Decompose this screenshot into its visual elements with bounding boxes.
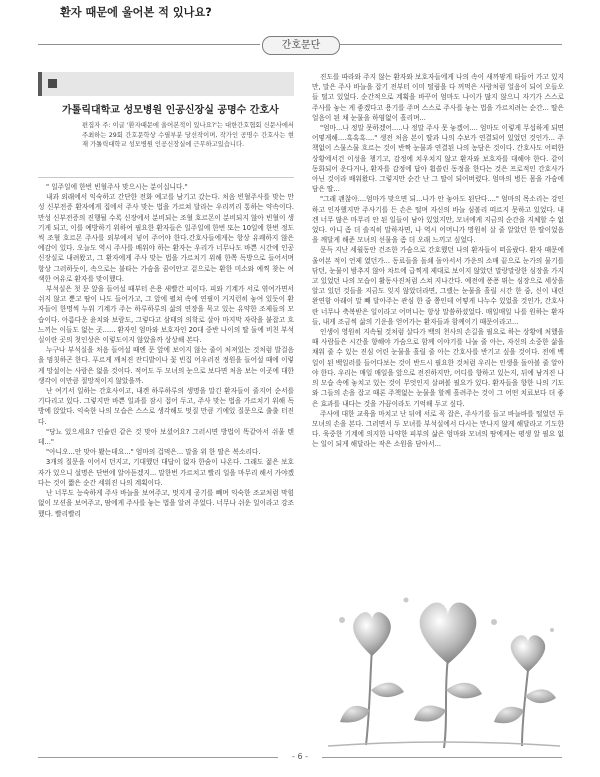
paragraph: 주사에 대한 교육을 마치고 난 뒤에 서로 꼭 잡은, 주사기를 들고 바늘바를 떨었던 두 모녀의 손을 본다. 그러면서 두 모녀를 부석실에서 다시는 만나지 않게 해달라고 기도한다. 육중한 기계에 의지한 나약한 피부의 삶은 엄마와 모녀의 땀에게는 평생 알 필요 없는 일이 되게 해달라는 작은 소원을 담아서... xyxy=(312,409,564,449)
body-column-left xyxy=(38,182,294,740)
paragraph: 부석실은 첫 문 앞을 들어설 때부터 은용 새빨간 피이다. 피와 기계가 서로 엮여가면서 쉬지 않고 뿐고 땀이 나도 들어가고, 그 앞에 펼쳐 속에 연필이 거지런히 놓여 있듯이 환자들이 한명씩 누워 기계가 주는 하루하루의 삶의 연장을 묵고 있는 유약한 조제들의 모습이다. 아름다운 윤치와 보람도, 그렇다고 삼태의 의학로 살아 마지막 자락을 붙잡고 흐느끼는 이들도 없는 곳...... 환자인 엄마와 보호자인 20대 중반 나이의 딸 둘에 비친 부석실이란 곳의 첫인상은 이렇도이지 않았을까 상상해 본다. xyxy=(38,285,294,345)
article-title: 환자 때문에 울어본 적 있나요? xyxy=(60,6,212,19)
footer-rule-right xyxy=(322,757,562,758)
heart-icon xyxy=(420,603,477,664)
leaf xyxy=(494,707,524,723)
paragraph: "아니오...안 맞아 봤는데요..." 엄마의 겁먹은... 말을 위 한 딸은 복소리다. xyxy=(46,448,261,457)
paragraph: 내과 외래에서 익숙하고 간단한 전화 예고를 남기고 갔는다. 처음 빈혈주사를 맞는 만성 신부전증 환자에게 집에서 주사 맞는 법을 가르쳐 달라는 우리끼리 통하는 약속이다. 만성 신부전증의 진행될 수록 신장에서 분비되는 조혈 호르몬이 분비되지 않아 빈혈이 생기게 되고, 이를 예방하기 위하여 필요한 환자들은 일주일에 한번 또는 10일에 한번 정도 씩 조혈 호르몬 주사를 외부에서 넣어 주어야 한다.간호사들에게는 항상 유쾌하지 않은 예감이 있다. 오늘도 역시 주사를 배워야 하는 환자는 우리가 너무나도 바쁜 시간에 인공신장실로 내려왔고, 그 환자에게 주사 맞는 법을 가르치기 위해 한쪽 독방으로 들어서며 항상 그러하듯이, 속으로는 불타는 가슴을 꿈어안고 겉으로는 환한 미소와 예찍 찾는 여색한 여유로 환자를 맞이했다. xyxy=(38,193,294,283)
body-column-right xyxy=(312,72,564,558)
leaf xyxy=(340,706,370,723)
column-divider xyxy=(38,177,294,178)
title-box xyxy=(38,72,294,96)
leaf xyxy=(414,705,446,721)
leaf xyxy=(371,683,404,697)
decor-dot xyxy=(491,619,497,625)
paragraph: 문득 지난 세월동안 건조한 가슴으로 간호했던 나의 환자들이 떠올랐다. 환자 때문에 울어본 적이 언제 였던가... 동료들을 돌쇄 돌아서서 가운의 소매 끝으로 눈가의 물기를 닦던, 눈물이 밤추지 않아 차트에 급찍게 제대로 보이지 않았던 말랑말랑한 심장을 가지고 있었던 나의 모습이 활동사진처럼 스쳐 지나간다. 예전에 퐁퐁 뛰는 심장으로 세상을 알고 있던 것들을 지금도 잊지 않았더라면, 그랬는 눈물을 흘릴 시간 한 줌, 신이 내린 완연함 아래이 말 빼 달아주는 관심 한 줌 쯤인데 어떻게 나누수 있었을 것인가, 간호사란 너무나 축복받은 일이라고 어머니는 항상 말씀하셨었다. 매일매일 나를 원하는 환자들, 내게 조금씩 삶의 기운을 얻어가는 환자들과 함께이기 때문이라고... xyxy=(312,246,564,326)
decor-dot xyxy=(404,598,409,603)
heart-flower-illustration xyxy=(326,560,562,750)
decor-dot xyxy=(550,628,554,632)
decor-dot xyxy=(339,617,345,623)
leaf xyxy=(446,683,482,699)
paragraph: 진도를 따라와 주지 않는 환자와 보호자들에게 나의 속이 새까맣게 타들어 가고 있지만, 말은 주사 바늘을 잡기 전부터 이미 떨림을 다 꺼먹은 사람처럼 얼음이 되어 오들오들 떨고 있었다. 순간적으로 계획을 바꾸어 엄마도 나이가 많지 않으니 자기가 스스로 주사를 놓는 게 좋겠다고 용기를 주며 스스로 주사를 놓는 법을 가르치려는 순간... 딸은 얼음이 된 채 눈물을 하염없이 흘리며... xyxy=(312,73,564,122)
section-tag: 간호문단 xyxy=(262,36,340,55)
paragraph: "엄마...나 정말 못하겠어.....나 정말 주사 못 놓겠어.... 엄마도 이렇게 무섭하게 되면 어떻게해....흑흑흑...." 생전 처음 본이 딸과 나의 수보가 연결되어 있었던 것인가... 주책없이 스물스물 흐르는 것이 반짝 눈물과 연결된 나의 농담은 것이다. 간호사도 어떠한 상황에서건 이성을 챙기고, 감정에 치우치지 않고 환자와 보호자를 대해야 한다. 같이 동화되어 운다거나, 환자를 감정에 답아 휩쓸린 동정을 한다는 것은 프로적인 간호사가 아닌 것이라 배워왔다. 그렇지만 순간 난 그 딸이 되어버렸다. 엄마의 병든 몸을 가슴에 담은 딸... xyxy=(312,124,564,194)
stem-right xyxy=(522,670,528,746)
leaf xyxy=(525,689,556,703)
article-byline: 가톨릭대학교 성모병원 인공신장실 공명수 간호사 xyxy=(62,105,279,116)
paragraph: 누구나 부석실을 처음 들어설 때엔 문 앞에 보이지 않는 줄이 처져있는 것처럼 발걸음을 멈칫하곤 한다. 푸르게 깨처진 잔디밭이나 꽃 빈집 어우러진 정원을 들어설 때에 이렇게 망설이는 사람은 없을 것이다. 적어도 두 모녀의 눈으로 보다면 처음 보는 이곳에 대한 생각이 이만큼 절망적이지 않았을까. xyxy=(38,346,294,385)
title-bullet-icon xyxy=(48,79,57,88)
paragraph: 인생이 영원히 지속될 것처럼 살다가 백의 천사의 손길을 필요로 하는 상황에 처했을 때 사람들은 시간을 향해야 가슴으로 함께 이야기를 나눌 줄 아는, 자신의 소중한 삶을 채워 줄 수 있는 진심 어린 눈물을 흘릴 줄 아는 간호사를 반기고 싶을 것이다. 전에 백일이 된 백일러를 들어다보는 것이 반드시 필요한 것처럼 우리는 인생을 돌아볼 줄 알아야 한다. 우리는 매일 매일을 앞으로 전진하지만, 어디를 향하고 있는지, 뒤에 남겨진 나의 모습 속에 놓치고 있는 것이 무엇인지 살펴볼 필요가 있다. 환자들을 향한 나의 기도와 그들의 손을 잡고 때론 주책없는 눈물을 할께 흘려주는 것이 그 어떤 치료보다 더 좋은 효과를 내다는 것을 가끔이라도 기억해 두고 싶다. xyxy=(312,328,564,408)
page-number: - 6 - xyxy=(292,752,308,761)
paragraph: "당뇨 있으세요? 인슐린 같은 것 맞아 보셨어요? 그러시면 방법이 똑같아서 쉬울 텐데..." xyxy=(38,427,294,447)
paragraph: " 일주일에 한번 빈혈주사 맞으시는 분이십니다." xyxy=(46,183,188,191)
editor-note: 편집자 주: 이글 '환자때문에 울어본적이 있나요?'는 대한간호협회 신문사에서 주최하는 29회 간호문학상 수필부분 당선작이며, 작가인 공명수 간호사는 현재 가톨릭대학교 성모병원 인공신장실에 근무하고있습니다. xyxy=(82,122,294,148)
stem-center xyxy=(444,658,448,748)
heart-icon xyxy=(353,612,391,656)
paragraph: 3개의 질문을 이어서 던지고, 기대했던 대답이 없자 한숨이 나온다. 그래도 젊은 보호자가 있으니 설명은 단번에 알아듣겠지... 말한번 가르치고 빨리 일을 마무리 해서 가야겠다는 것이 짧은 순간 세워진 나의 계획이다. xyxy=(38,458,294,487)
stem-left xyxy=(366,648,372,745)
paragraph: 난 여기서 일하는 간호사이고, 내겐 하루하루의 생명을 말긴 환자들이 줄지어 순서를 기다리고 있다. 그렇지만 바쁜 일과를 잠시 접어 두고, 주사 맞는 법을 가르치기 위해 독방에 앉았다. 익숙한 나의 모습은 스스로 생각해도 멋질 만큼 기에있 질문으로 출출 터진다. xyxy=(38,387,294,426)
section-rule-right xyxy=(340,44,562,45)
section-rule-left xyxy=(38,44,260,45)
heart-icon xyxy=(511,635,545,672)
paragraph: "그래 괜찮아....엄마가 맞으면 되...나가 안 놓아도 된단다...." 엄마의 목소리는 강인하고 인자했지만 주사기를 든 손은 떨며 자신의 바늘 심볼리 떠르지 못하고 있었다. 내겐 너무 많은 마무리 안 된 일들이 남아 있었지만, 모녀에게 지금의 순간을 지체할 수 없었다. 아니 좀 더 솔직히 말하자면, 나 역시 어머니가 명원히 살 줄 알았던 한 딸이었음을 깨달게 해준 모녀의 선물을 좀 더 오래 느끼고 싶었다. xyxy=(312,195,564,245)
paragraph: 난 너무도 능숙하게 주사 바늘을 보여주고, 멋지게 공기를 빼며 익숙한 조교처럼 막힘없이 모션을 보여주고, 땀에게 주사를 놓는 법을 알려 주었다. 너무나 쉬운 일이라고 강조했다. 빨리빨리 xyxy=(38,489,294,518)
